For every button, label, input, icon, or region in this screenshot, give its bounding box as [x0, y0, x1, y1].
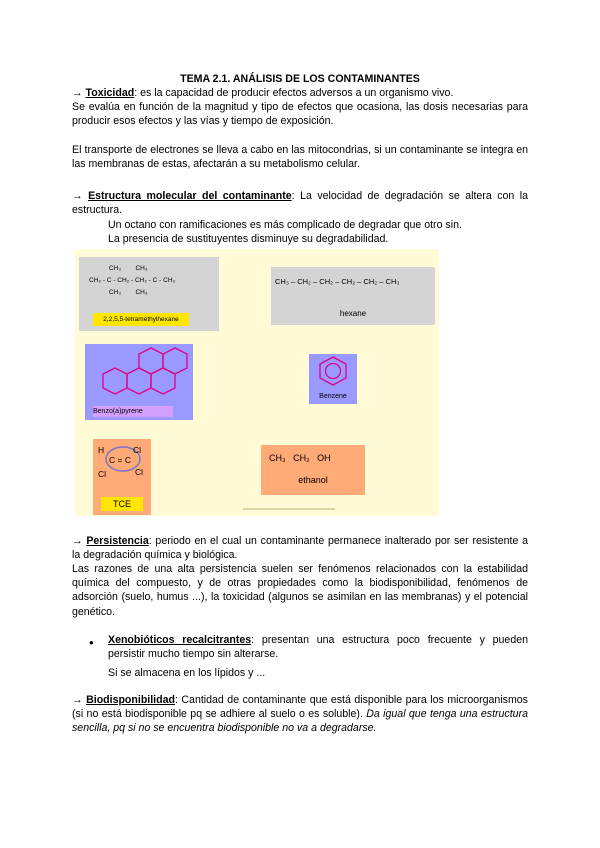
benzene-label: Benzene: [319, 393, 347, 400]
tce-h: H: [98, 445, 105, 455]
persistencia-definition: : periodo en el cual un contaminante permanece inalterado por ser resistente a la degradación química y biológica.: [72, 535, 528, 562]
benzopyrene-label: Benzo(a)pyrene: [93, 406, 173, 417]
figure-caption-mark: [243, 508, 335, 510]
arrow-glyph: →: [72, 694, 83, 706]
biodisponibilidad-paragraph: [72, 693, 528, 736]
hexane-formula: CH₃ – CH₂ – CH₂ – CH₂ – CH₂ – CH₃: [275, 277, 400, 286]
ethanol-formula: CH₃ CH₂ OH: [269, 453, 331, 463]
xenobioticos-definition: : presentan una estructura poco frecuente y pueden persistir mucho tiempo sin alterarse.: [108, 634, 528, 661]
tmh-row3: CH₃ CH₃: [109, 289, 148, 296]
persistencia-reasons: Las razones de una alta persistencia suelen ser fenómenos relacionados con la estabilidad química del compuesto, y de otras propiedades como la biodisponibilidad, fenómenos de adsorción (suelo, humus ...), la toxicidad (algunos se asimilan en las membranas) y el potencial genético.: [72, 563, 528, 618]
estructura-definition: : La velocidad de degradación se altera con la estructura.: [72, 190, 528, 217]
benzene-ring-icon: [309, 354, 357, 390]
tetramethylhexane-box: [79, 257, 219, 331]
persistencia-paragraph: [72, 534, 528, 562]
tce-cl-bottom-right: Cl: [135, 467, 144, 477]
octano-line: Un octano con ramificaciones es más complicado de degradar que otro sin.: [108, 219, 462, 231]
tce-cl-top-right: Cl: [133, 445, 142, 455]
molecules-figure: [75, 249, 439, 516]
biodisponibilidad-definition: : Cantidad de contaminante que está disponible para los microorganismos (si no está biodisponible pq se adhiere al suelo o es soluble).: [72, 694, 528, 721]
sustituyentes-line: La presencia de sustituyentes disminuye su degradabilidad.: [108, 233, 389, 245]
arrow-glyph: →: [72, 535, 83, 547]
toxicidad-term: Toxicidad: [85, 87, 135, 99]
biodisponibilidad-note: Da igual que tenga una estructura sencilla, pq si no se encuentra biodisponible no va a degradarse.: [72, 708, 528, 735]
bullet-icon: ●: [89, 638, 94, 647]
tce-label: TCE: [101, 497, 143, 511]
biodisponibilidad-term: Biodisponibilidad: [86, 694, 175, 706]
estructura-paragraph: [72, 189, 528, 217]
transporte-paragraph: El transporte de electrones se lleva a cabo en las mitocondrias, si un contaminante se integra en las membranas de estas, afectarán a su metabolismo celular.: [72, 144, 528, 171]
tmh-row2: CH₃ - C - CH₂ - CH₂ - C - CH₃: [89, 277, 176, 284]
benzene-box: [309, 354, 357, 404]
tce-core: C = C: [109, 455, 131, 465]
tmh-row1: CH₃ CH₃: [109, 265, 148, 272]
ethanol-box: [261, 445, 365, 495]
xenobioticos-term: Xenobióticos recalcitrantes: [108, 634, 252, 646]
hexane-box: [271, 267, 435, 325]
toxicidad-definition: : es la capacidad de producir efectos adversos a un organismo vivo.: [134, 87, 454, 99]
benzopyrene-structure-icon: [85, 344, 193, 404]
ethanol-label: ethanol: [298, 475, 328, 485]
arrow-glyph: →: [72, 87, 83, 99]
lipidos-line: Si se almacena en los lípidos y ...: [108, 667, 266, 679]
tmh-label: 2,2,5,5-tetramethylhexane: [93, 313, 189, 326]
page-title: TEMA 2.1. ANÁLISIS DE LOS CONTAMINANTES: [180, 73, 420, 85]
hexane-label: hexane: [339, 309, 367, 318]
toxicidad-evaluation: Se evalúa en función de la magnitud y tipo de efectos que ocasiona, las dosis necesarias para producir esos efectos y las vías y tiempo de exposición.: [72, 101, 528, 128]
xenobioticos-paragraph: [108, 633, 528, 661]
tce-box: [93, 439, 151, 515]
arrow-glyph: →: [72, 190, 83, 202]
toxicidad-paragraph: [72, 86, 528, 129]
persistencia-term: Persistencia: [86, 535, 149, 547]
tce-cl-bottom-left: Cl: [98, 469, 107, 479]
benzopyrene-box: [85, 344, 193, 420]
estructura-term: Estructura molecular del contaminante: [88, 190, 292, 202]
